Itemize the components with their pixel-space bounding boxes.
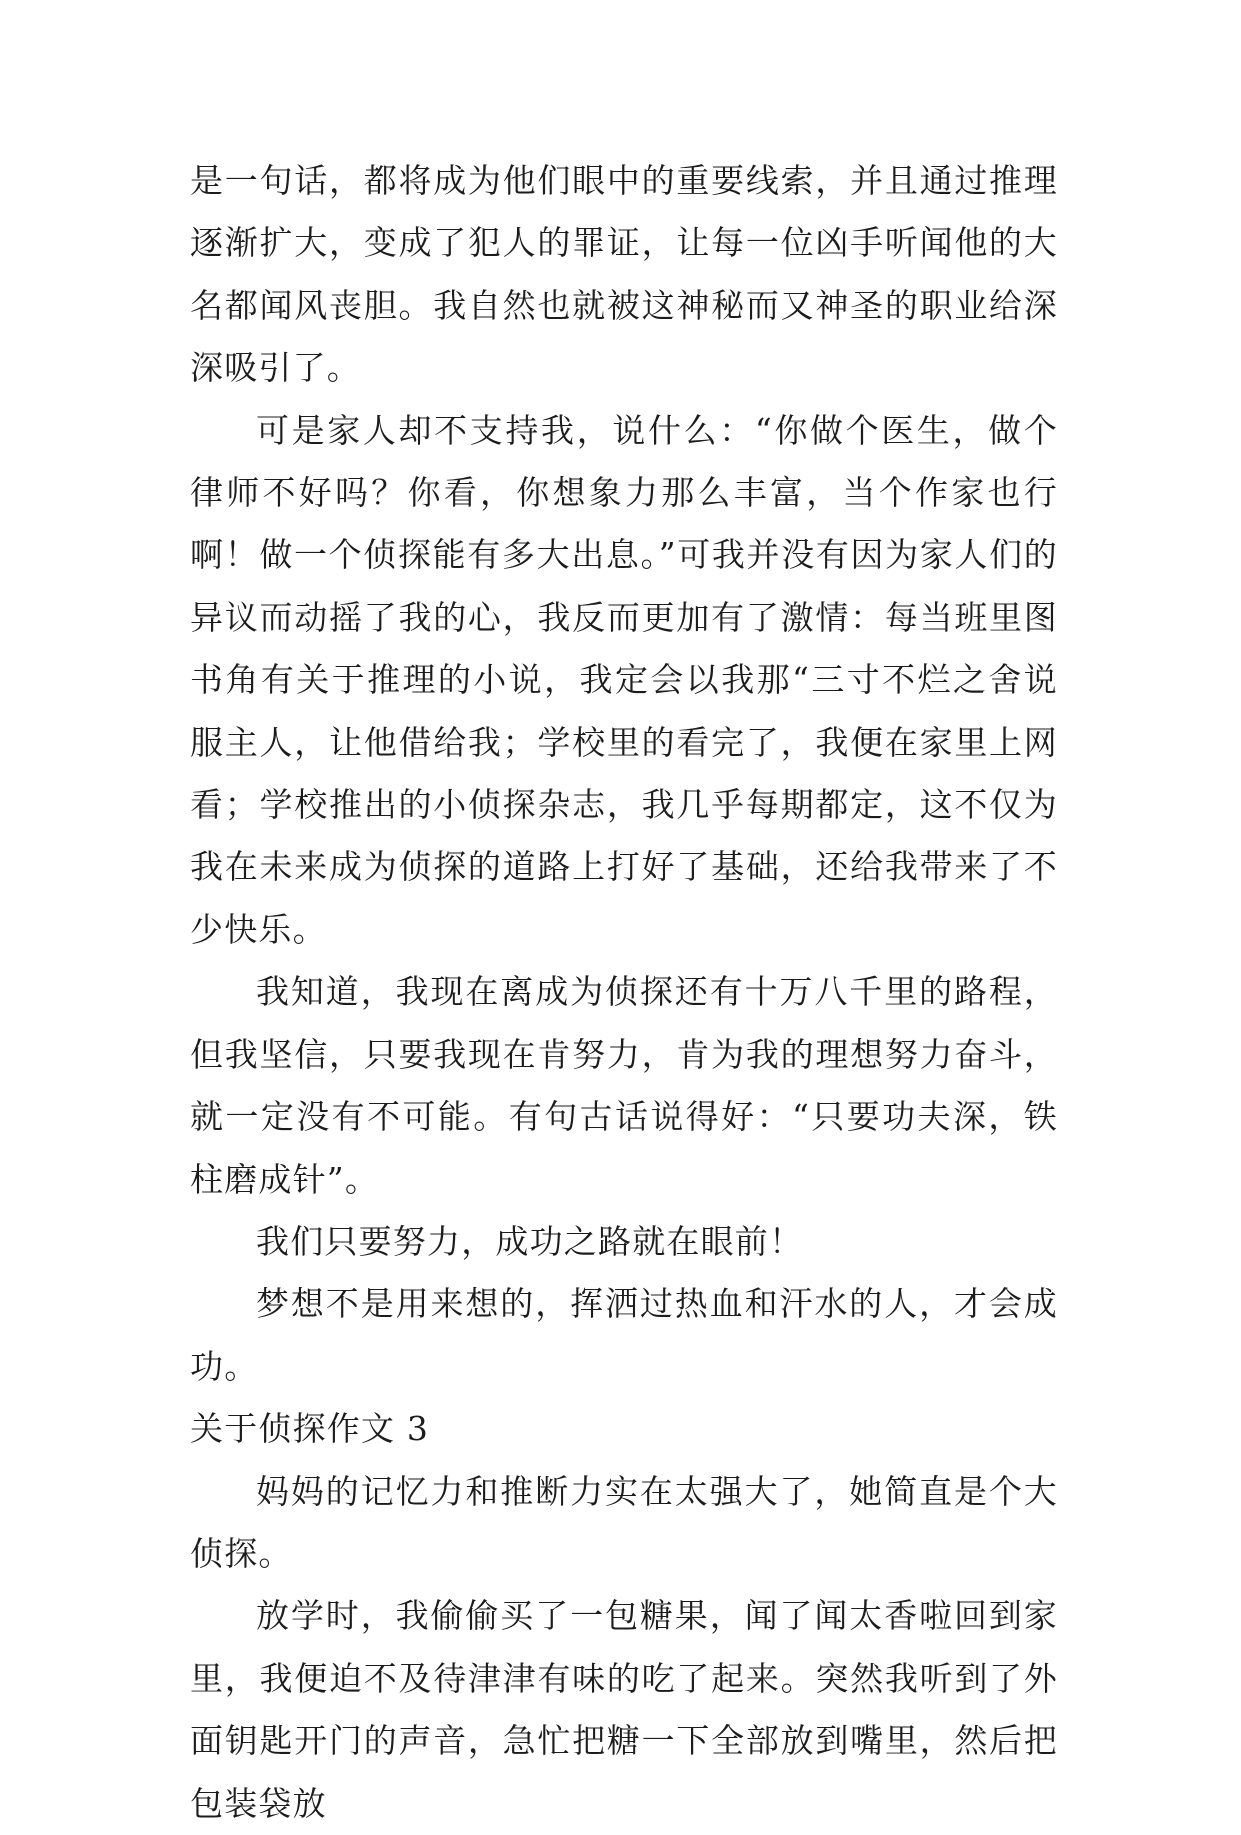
paragraph-2: 可是家人却不支持我，说什么：“你做个医生，做个律师不好吗？你看，你想象力那么丰富，当个作家也行啊！做一个侦探能有多大出息。”可我并没有因为家人们的异议而动摇了我的心，我反而更加有了激情：每当班里图书角有关于推理的小说，我定会以我那“三寸不烂之舍说服主人，让他借给我；学校里的看完了，我便在家里上网看；学校推出的小侦探杂志，我几乎每期都定，这不仅为我在未来成为侦探的道路上打好了基础，还给我带来了不少快乐。 [190,410,1058,949]
section-heading: 关于侦探作文 3 [190,1409,430,1449]
paragraph-1: 是一句话，都将成为他们眼中的重要线索，并且通过推理逐渐扩大，变成了犯人的罪证，让每一位凶手听闻他的大名都闻风丧胆。我自然也就被这神秘而又神圣的职业给深深吸引了。 [190,161,1058,388]
paragraph-4: 我们只要努力，成功之路就在眼前！ [256,1221,804,1261]
paragraph-7: 放学时，我偷偷买了一包糖果，闻了闻太香啦回到家里，我便迫不及待津津有味的吃了起来。突然我听到了外面钥匙开门的声音，急忙把糖一下全部放到嘴里，然后把包装袋放 [190,1596,1058,1823]
paragraph-5: 梦想不是用来想的，挥洒过热血和汗水的人，才会成功。 [190,1284,1058,1386]
paragraph-6: 妈妈的记忆力和推断力实在太强大了，她简直是个大侦探。 [190,1471,1058,1573]
paragraph-3: 我知道，我现在离成为侦探还有十万八千里的路程，但我坚信，只要我现在肯努力，肯为我的理想努力奋斗，就一定没有不可能。有句古话说得好：“只要功夫深，铁柱磨成针”。 [190,972,1058,1199]
document-body [190,150,1058,1835]
